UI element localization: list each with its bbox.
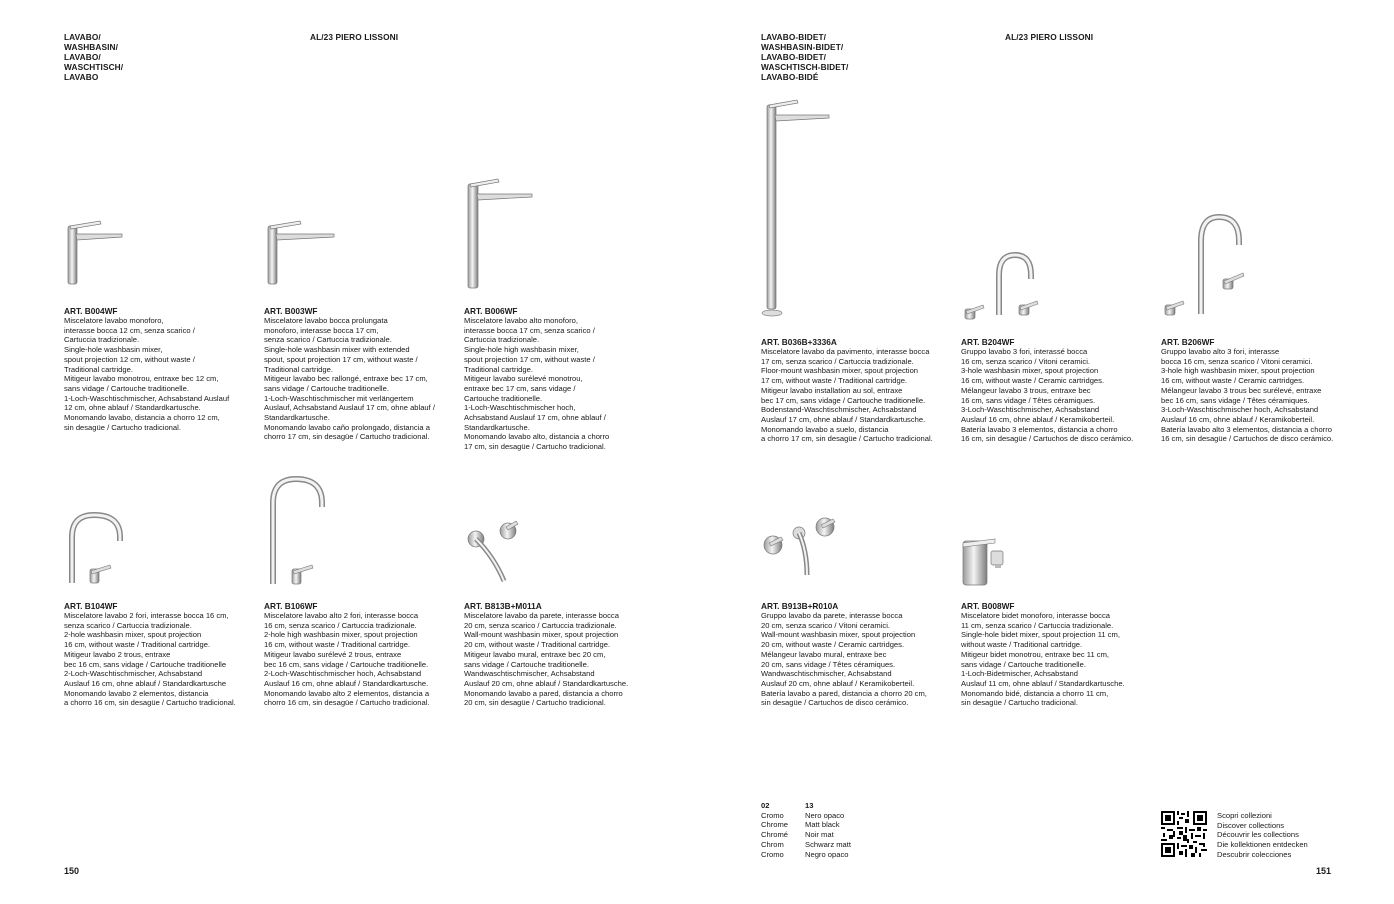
category-heading: LAVABO-BIDET/ WASHBASIN-BIDET/ LAVABO-BIDET/ WASCHTISCH-BIDET/ LAVABO-BIDÉ bbox=[761, 32, 849, 82]
finish-matt-black bbox=[805, 801, 851, 859]
collection-title: AL/23 PIERO LISSONI bbox=[310, 32, 399, 42]
finish-code: 02 bbox=[761, 801, 770, 810]
product-code: ART. B106WF bbox=[264, 601, 318, 611]
finish-chrome bbox=[761, 801, 788, 859]
product-description: Miscelatore lavabo bocca prolungata monoforo, interasse bocca 17 cm, senza scarico / Cartuccia tradizionale. Single-hole washbasin mixer with extended spout, spout projection 17 cm, without waste / Traditional cartridge. Mitigeur lavabo bec rallongé, entraxe bec 17 cm, sans vidage / Cartouche traditionelle. 1-Loch-Waschtischmischer mit verlängertem Auslauf, Achsabstand Auslauf 17 cm, ohne ablauf / Standardkartusche. Monomando lavabo caño prolongado, distancia a chorro 17 cm, sin desagüe / Cartucho tradicional. bbox=[264, 316, 435, 442]
product-code: ART. B913B+R010A bbox=[761, 601, 839, 611]
page-number: 151 bbox=[1316, 866, 1332, 876]
finish-name: Chromé bbox=[761, 830, 789, 840]
wall-mixer-icon bbox=[464, 517, 524, 587]
finish-name: Cromo bbox=[761, 849, 784, 859]
finish-name: Matt black bbox=[805, 820, 840, 830]
basin-mixer-icon bbox=[64, 218, 134, 288]
qr-code[interactable] bbox=[1161, 811, 1207, 857]
product-code: ART. B036B+3336A bbox=[761, 337, 837, 347]
finish-code: 13 bbox=[805, 801, 814, 810]
finish-name: Nero opaco bbox=[805, 810, 845, 820]
product-card[interactable] bbox=[761, 337, 961, 444]
product-code: ART. B006WF bbox=[464, 306, 518, 316]
product-card[interactable] bbox=[464, 601, 664, 708]
product-description: Miscelatore lavabo alto monoforo, interasse bocca 17 cm, senza scarico / Cartuccia tradizionale. Single-hole high washbasin mixer, spout projection 17 cm, without waste / Traditional cartridge. Mitigeur lavabo surélevé monotrou, entraxe bec 17 cm, sans vidage / Cartouche traditionelle. 1-Loch-Waschtischmischer hoch, Achsabstand Auslauf 17 cm, ohne ablauf / Standardkartusche. Monomando lavabo alto, distancia a chorro 17 cm, sin desagüe / Cartucho tradicional. bbox=[464, 316, 610, 452]
product-description: Miscelatore lavabo alto 2 fori, interasse bocca 16 cm, senza scarico / Cartuccia tradizionale. 2-hole high washbasin mixer, spout projection 16 cm, without waste / Traditional cartridge. Mitigeur lavabo surélevé 2 trous, entraxe bec 16 cm, sans vidage / Cartouche traditionelle. 2-Loch-Waschtischmischer hoch, Achsabstand Auslauf 16 cm, ohne ablauf / Standardkartusche. Monomando lavabo alto 2 elementos, distancia a chorro 16 cm, sin desagüe / Cartucho tradicional. bbox=[264, 611, 430, 708]
product-card[interactable] bbox=[761, 601, 961, 708]
finish-name: Chrome bbox=[761, 820, 789, 830]
product-card[interactable] bbox=[464, 306, 664, 452]
product-description: Gruppo lavabo 3 fori, interassé bocca 16 cm, senza scarico / Vitoni ceramici. 3-hole washbasin mixer, spout projection 16 cm, without waste / Ceramic cartridges. Mélangeur lavabo 3 trous, entraxe bec 16 cm, sans vidage / Têtes céramiques. 3-Loch-Waschtischmischer, Achsabstand Auslauf 16 cm, ohne ablauf / Keramikoberteil. Batería lavabo 3 elementos, distancia a chorro 16 cm, sin desagüe / Cartuchos de disco cerámico. bbox=[961, 347, 1134, 444]
finish-name: Chrom bbox=[761, 839, 784, 849]
product-code: ART. B104WF bbox=[64, 601, 118, 611]
finish-name: Noir mat bbox=[805, 830, 834, 840]
product-description: Miscelatore bidet monoforo, interasse bocca 11 cm, senza scarico / Cartuccia tradizionale. Single-hole bidet mixer, spout projection 11 cm, without waste / Traditional cartridge. Mitigeur bidet monotrou, entraxe bec 11 cm, sans vidage / Cartouche traditionelle. 1-Loch-Bidetmischer, Achsabstand Auslauf 11 cm, ohne ablauf / Standardkartusche. Monomando bidé, distancia a chorro 11 cm, sin desagüe / Cartucho tradicional. bbox=[961, 611, 1125, 708]
product-card[interactable] bbox=[64, 306, 264, 432]
collection-title: AL/23 PIERO LISSONI bbox=[1005, 32, 1094, 42]
two-hole-mixer-icon bbox=[64, 507, 134, 587]
bidet-mixer-icon bbox=[961, 533, 1021, 589]
product-code: ART. B004WF bbox=[64, 306, 118, 316]
product-code: ART. B206WF bbox=[1161, 337, 1215, 347]
product-code: ART. B008WF bbox=[961, 601, 1015, 611]
product-card[interactable] bbox=[64, 601, 264, 708]
page-number: 150 bbox=[64, 866, 80, 876]
extended-basin-mixer-icon bbox=[264, 218, 344, 288]
product-description: Miscelatore lavabo 2 fori, interasse bocca 16 cm, senza scarico / Cartuccia tradizionale. 2-hole washbasin mixer, spout projection 16 cm, without waste / Traditional cartridge. Mitigeur lavabo 2 trous, entraxe bec 16 cm, sans vidage / Cartouche traditionelle 2-Loch-Waschtischmischer, Achsabstand Auslauf 16 cm, ohne ablauf / Standardkartusche Monomando lavabo 2 elementos, distancia a chorro 16 cm, sin desagüe / Cartucho tradicional. bbox=[64, 611, 236, 708]
product-description: Miscelatore lavabo monoforo, interasse bocca 12 cm, senza scarico / Cartuccia tradizionale. Single-hole washbasin mixer, spout projection 12 cm, without waste / Traditional cartridge. Mitigeur lavabo monotrou, entraxe bec 12 cm, sans vidage / Cartouche traditionelle. 1-Loch-Waschtischmischer, Achsabstand Auslauf 12 cm, ohne ablauf / Standardkartusche. Monomando lavabo, distancia a chorro 12 cm, sin desagüe / Cartucho tradicional. bbox=[64, 316, 230, 432]
product-card[interactable] bbox=[961, 337, 1161, 444]
finish-name: Negro opaco bbox=[805, 849, 849, 859]
product-description: Miscelatore lavabo da pavimento, interasse bocca 17 cm, senza scarico / Cartuccia tradizionale. Floor-mount washbasin mixer, spout projection 17 cm, without waste / Traditional cartridge. Mitigeur lavabo installation au sol, entraxe bec 17 cm, sans vidage / Cartouche traditionelle. Bodenstand-Waschtischmischer, Achsabstand Auslauf 17 cm, ohne ablauf / Standardkartusche. Monomando lavabo a suelo, distancia a chorro 17 cm, sin desagüe / Cartucho tradicional. bbox=[761, 347, 933, 444]
product-card[interactable] bbox=[264, 601, 464, 708]
product-card[interactable] bbox=[961, 601, 1161, 708]
wall-group-icon bbox=[761, 515, 841, 585]
high-basin-mixer-icon bbox=[464, 176, 544, 291]
product-card[interactable] bbox=[1161, 337, 1361, 444]
finish-name: Cromo bbox=[761, 810, 784, 820]
product-description: Gruppo lavabo alto 3 fori, interasse bocca 16 cm, senza scarico / Vitoni ceramici. 3-hole high washbasin mixer, spout projection 16 cm, without waste / Ceramic cartridges. Mélangeur lavabo 3 trous bec surélevé, entraxe bec 16 cm, sans vidage / Têtes céramiques. 3-Loch-Waschtischmischer hoch, Achsabstand Auslauf 16 cm, ohne ablauf / Keramikoberteil. Batería lavabo alto 3 elementos, distancia a chorro 16 cm, sin desagüe / Cartuchos de disco cerámico. bbox=[1161, 347, 1334, 444]
floor-mixer-icon bbox=[761, 97, 841, 325]
product-description: Gruppo lavabo da parete, interasse bocca 20 cm, senza scarico / Vitoni ceramici. Wall-mount washbasin mixer, spout projection 20 cm, without waste / Ceramic cartridges. Mélangeur lavabo mural, entraxe bec 20 cm, sans vidage / Têtes céramiques. Wandwaschtischmischer, Achsabstand Auslauf 20 cm, ohne ablauf / Keramikoberteil. Batería lavabo a pared, distancia a chorro 20 cm, sin desagüe / Cartuchos de disco cerámico. bbox=[761, 611, 927, 708]
qr-caption: Scopri collezioni Discover collections Découvrir les collections Die kollektionen entdecken Descubrir colecciones bbox=[1217, 811, 1308, 859]
high-two-hole-mixer-icon bbox=[264, 473, 334, 588]
product-description: Miscelatore lavabo da parete, interasse bocca 20 cm, senza scarico / Cartuccia tradizionale. Wall-mount washbasin mixer, spout projection 20 cm, without waste / Traditional cartridge. Mitigeur lavabo mural, entraxe bec 20 cm, sans vidage / Cartouche traditionelle. Wandwaschtischmischer, Achsabstand Auslauf 20 cm, ohne ablauf / Standardkartusche. Monomando lavabo a pared, distancia a chorro 20 cm, sin desagüe / Cartucho tradicional. bbox=[464, 611, 629, 708]
product-card[interactable] bbox=[264, 306, 464, 442]
product-code: ART. B003WF bbox=[264, 306, 318, 316]
product-code: ART. B204WF bbox=[961, 337, 1015, 347]
high-three-hole-mixer-icon bbox=[1161, 209, 1251, 324]
product-code: ART. B813B+M011A bbox=[464, 601, 542, 611]
three-hole-mixer-icon bbox=[961, 245, 1041, 325]
category-heading: LAVABO/ WASHBASIN/ LAVABO/ WASCHTISCH/ LAVABO bbox=[64, 32, 124, 82]
finish-name: Schwarz matt bbox=[805, 839, 851, 849]
